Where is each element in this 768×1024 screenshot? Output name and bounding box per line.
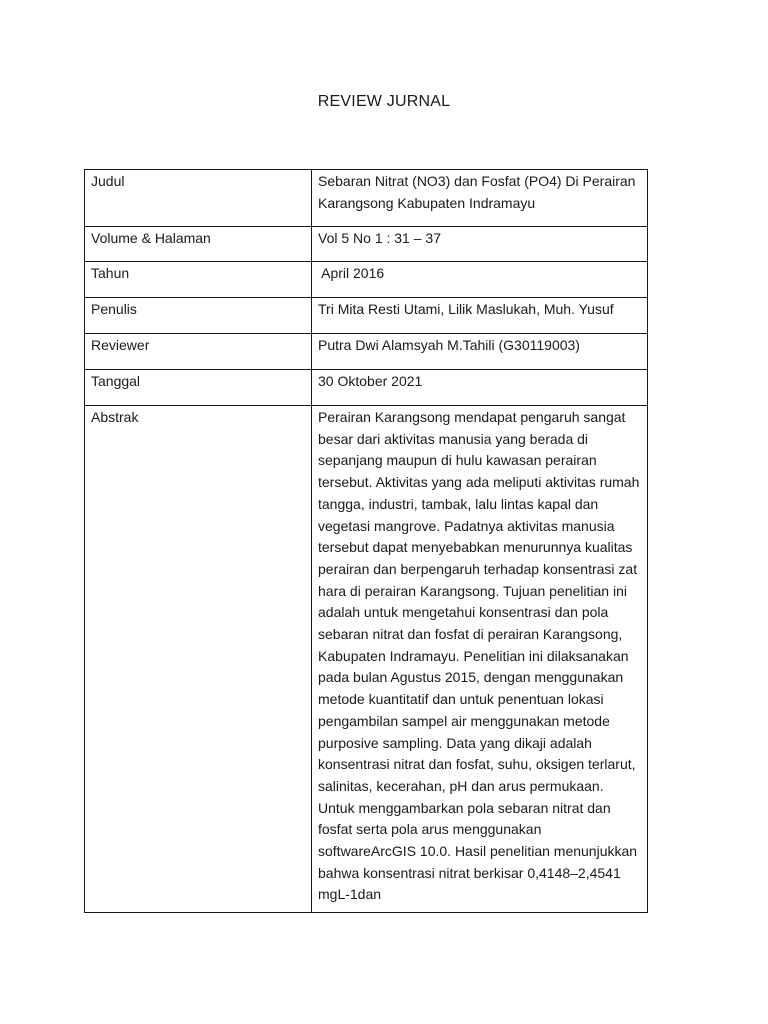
table-row-tanggal <box>85 370 648 406</box>
table-row-reviewer <box>85 334 648 370</box>
row-label: Reviewer <box>85 334 312 370</box>
row-label: Judul <box>85 170 312 227</box>
row-value: Vol 5 No 1 : 31 – 37 <box>312 227 648 262</box>
row-label: Abstrak <box>85 406 312 913</box>
table-row-abstrak <box>85 406 648 913</box>
page-title: REVIEW JURNAL <box>317 93 451 110</box>
row-value: Sebaran Nitrat (NO3) dan Fosfat (PO4) Di Perairan Karangsong Kabupaten Indramayu <box>312 170 648 227</box>
row-label: Tahun <box>85 262 312 298</box>
table-row-tahun <box>85 262 648 298</box>
table-row-penulis <box>85 298 648 334</box>
review-table <box>84 169 648 913</box>
row-value: 30 Oktober 2021 <box>312 370 648 406</box>
row-label: Volume & Halaman <box>85 227 312 262</box>
abstract-text: Perairan Karangsong mendapat pengaruh sangat besar dari aktivitas manusia yang berada di sepanjang maupun di hulu kawasan perairan tersebut. Aktivitas yang ada meliputi aktivitas rumah tangga, industri, tambak, lalu lintas kapal dan vegetasi mangrove. Padatnya aktivitas manusia tersebut dapat menyebabkan menurunnya kualitas perairan dan berpengaruh terhadap konsentrasi zat hara di perairan Karangsong. Tujuan penelitian ini adalah untuk mengetahui konsentrasi dan pola sebaran nitrat dan fosfat di perairan Karangsong, Kabupaten Indramayu. Penelitian ini dilaksanakan pada bulan Agustus 2015, dengan menggunakan metode kuantitatif dan untuk penentuan lokasi pengambilan sampel air menggunakan metode purposive sampling. Data yang dikaji adalah konsentrasi nitrat dan fosfat, suhu, oksigen terlarut, salinitas, kecerahan, pH dan arus permukaan. Untuk menggambarkan pola sebaran nitrat dan fosfat serta pola arus menggunakan softwareArcGIS 10.0. Hasil penelitian menunjukkan bahwa konsentrasi nitrat berkisar 0,4148–2,4541 mgL-1dan <box>312 406 648 913</box>
row-value: April 2016 <box>312 262 648 298</box>
row-label: Penulis <box>85 298 312 334</box>
row-value: Putra Dwi Alamsyah M.Tahili (G30119003) <box>312 334 648 370</box>
row-value: Tri Mita Resti Utami, Lilik Maslukah, Muh. Yusuf <box>312 298 648 334</box>
table-row-judul <box>85 170 648 227</box>
table-row-volume-halaman <box>85 227 648 262</box>
row-label: Tanggal <box>85 370 312 406</box>
